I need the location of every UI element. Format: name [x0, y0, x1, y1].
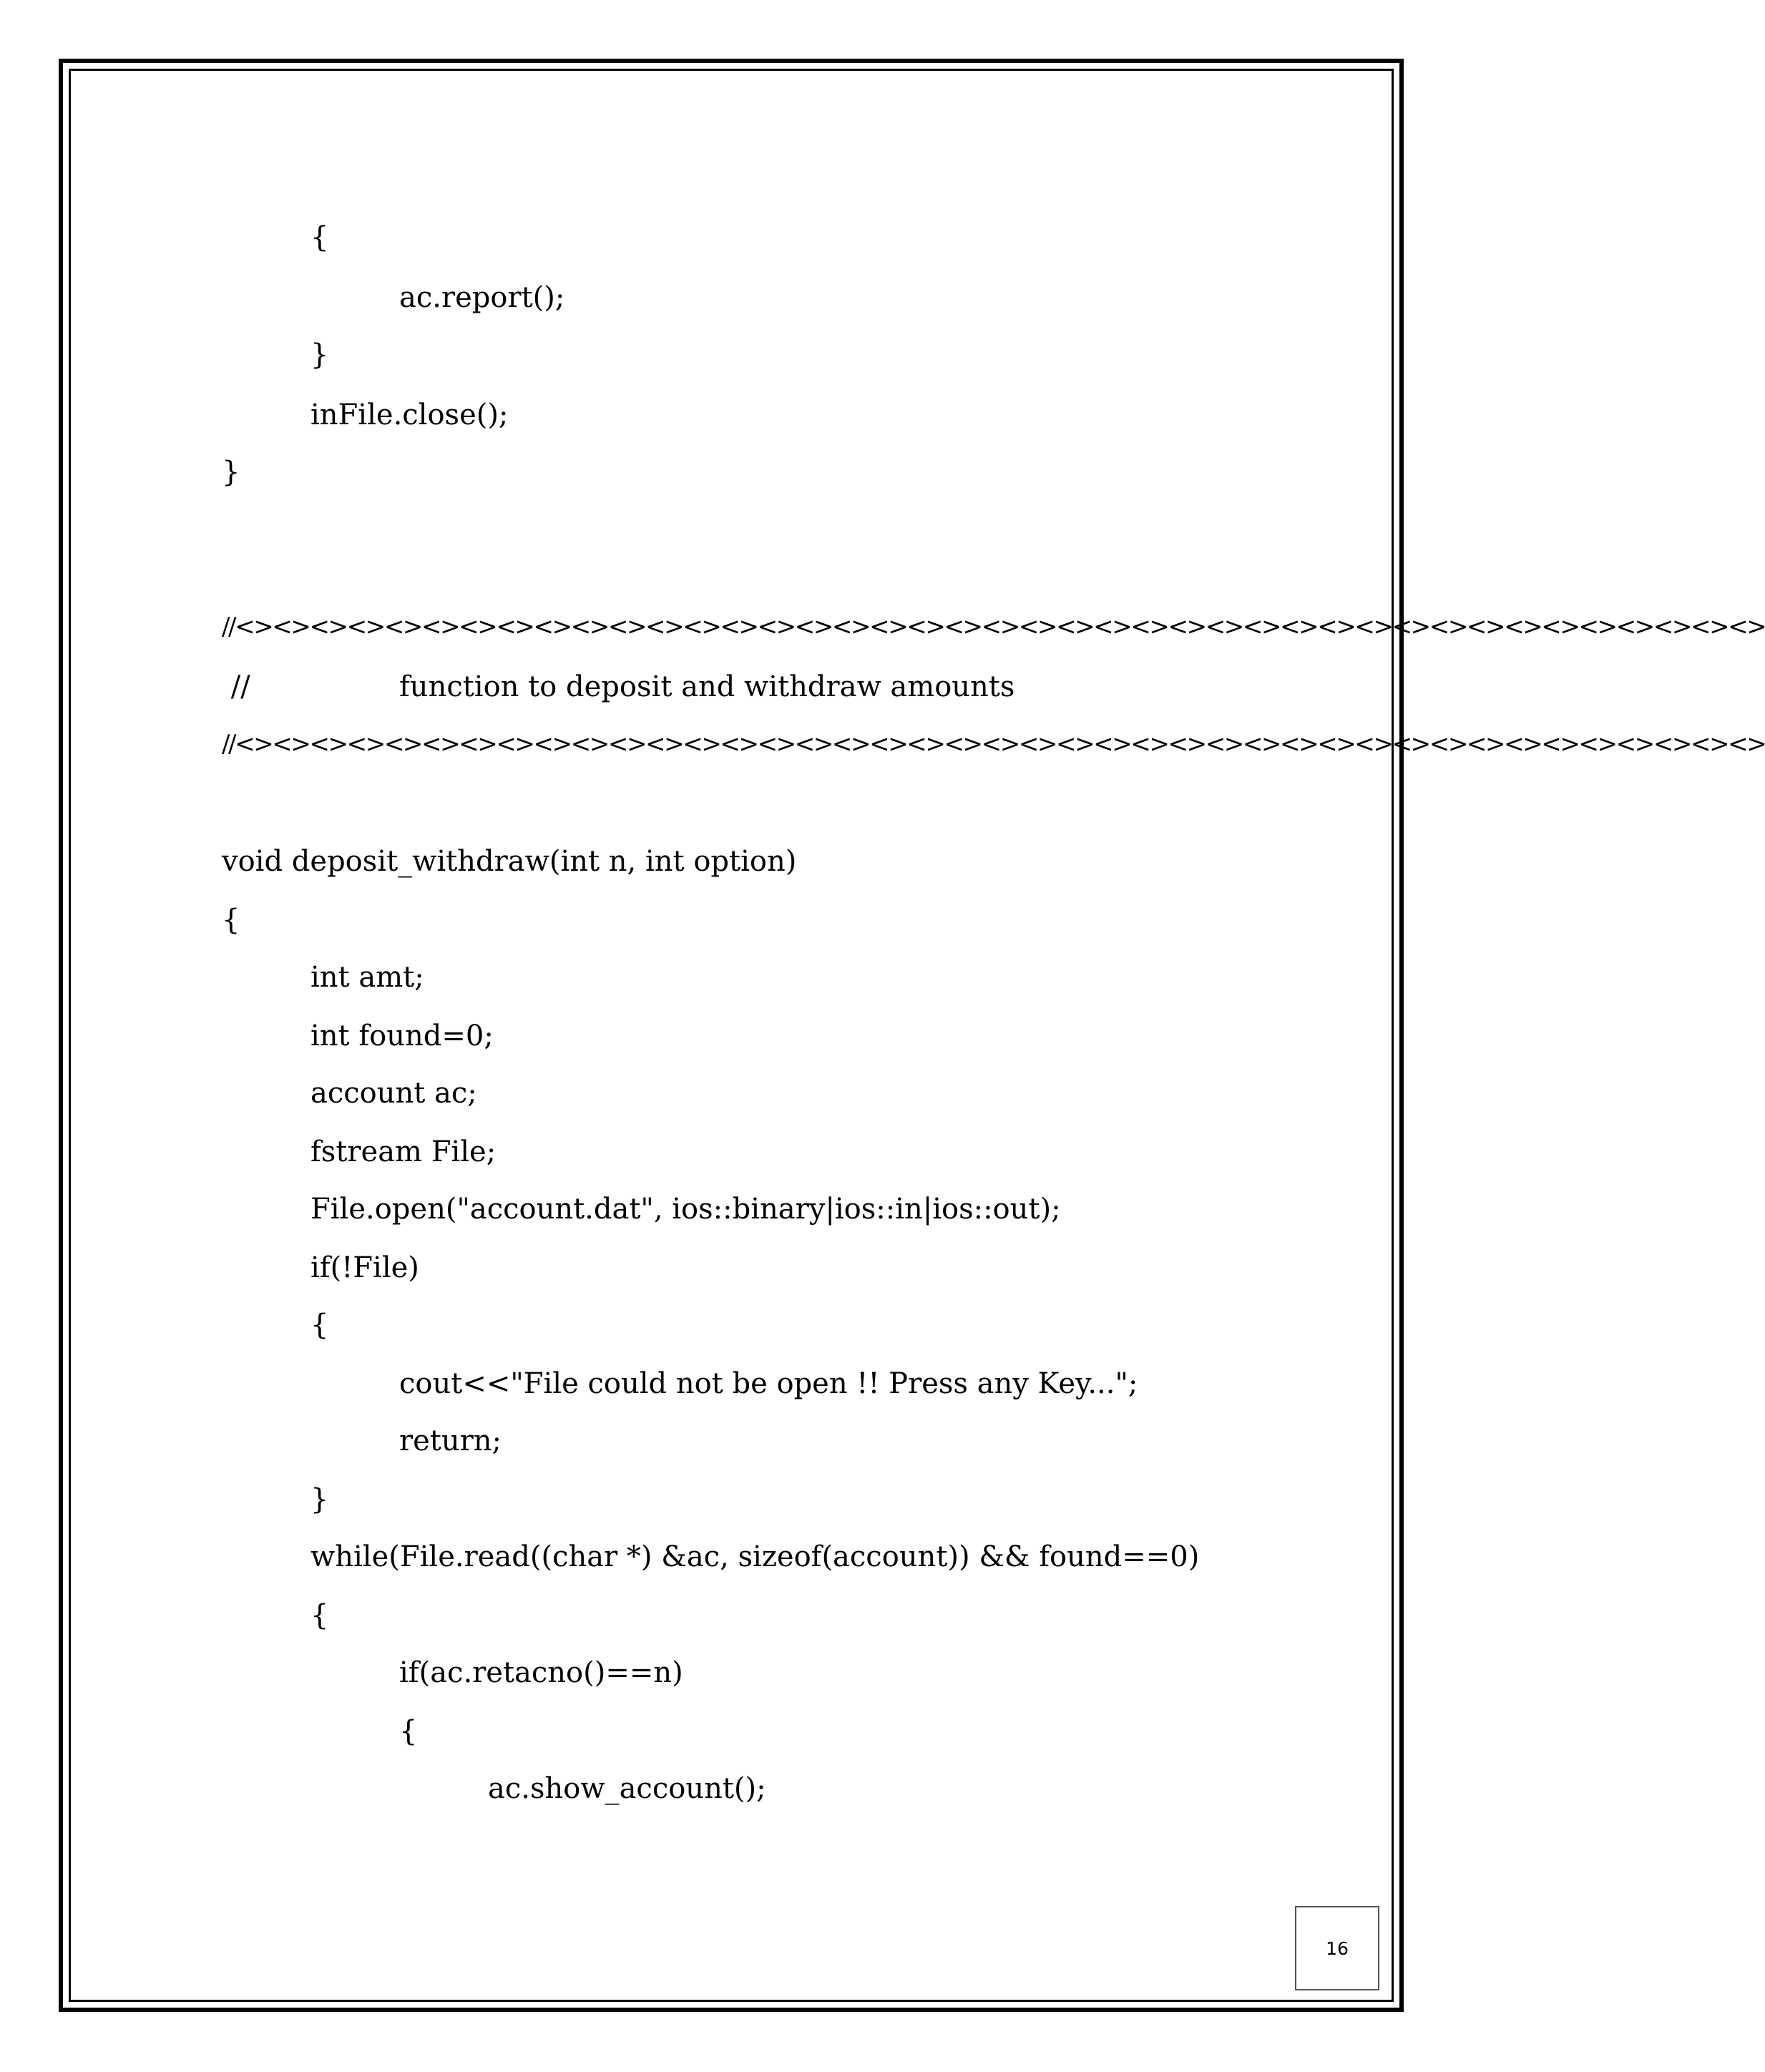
code-line: cout<<"File could not be open !! Press any Key..."; [399, 1367, 1138, 1400]
code-line: inFile.close(); [311, 399, 509, 431]
code-line: } [311, 1483, 329, 1516]
code-line: { [222, 904, 240, 937]
code-line: } [222, 456, 240, 489]
code-line: if(ac.retacno()==n) [399, 1656, 683, 1689]
page-number: 16 [1326, 1937, 1349, 1959]
code-line: File.open("account.dat", ios::binary|ios::in|ios::out); [311, 1193, 1061, 1226]
page-border-inner [69, 69, 1394, 2002]
code-line: { [311, 221, 329, 254]
code-line: // [222, 670, 250, 703]
code-line: ac.show_account(); [488, 1772, 766, 1805]
code-line: int amt; [311, 961, 424, 994]
page-number-box [1295, 1906, 1379, 1990]
code-line: while(File.read((char *) &ac, sizeof(account)) && found==0) [311, 1540, 1200, 1573]
code-line: { [311, 1309, 329, 1342]
code-line: } [311, 338, 329, 371]
code-line: void deposit_withdraw(int n, int option) [222, 845, 797, 878]
code-line: if(!File) [311, 1251, 419, 1284]
code-line: account ac; [311, 1077, 477, 1110]
code-line: return; [399, 1424, 502, 1457]
code-line: ac.report(); [399, 281, 565, 314]
comment-divider: //<><><><><><><><><><><><><><><><><><><><><><><><><><><><><><><><><><><><><><><><><> [222, 730, 1765, 758]
code-line: int found=0; [311, 1020, 494, 1052]
code-line: function to deposit and withdraw amounts [399, 670, 1015, 703]
code-line: { [399, 1715, 418, 1748]
code-line: fstream File; [311, 1135, 497, 1168]
code-line: { [311, 1599, 329, 1632]
comment-divider: //<><><><><><><><><><><><><><><><><><><><><><><><><><><><><><><><><><><><><><><><><> [222, 612, 1765, 641]
